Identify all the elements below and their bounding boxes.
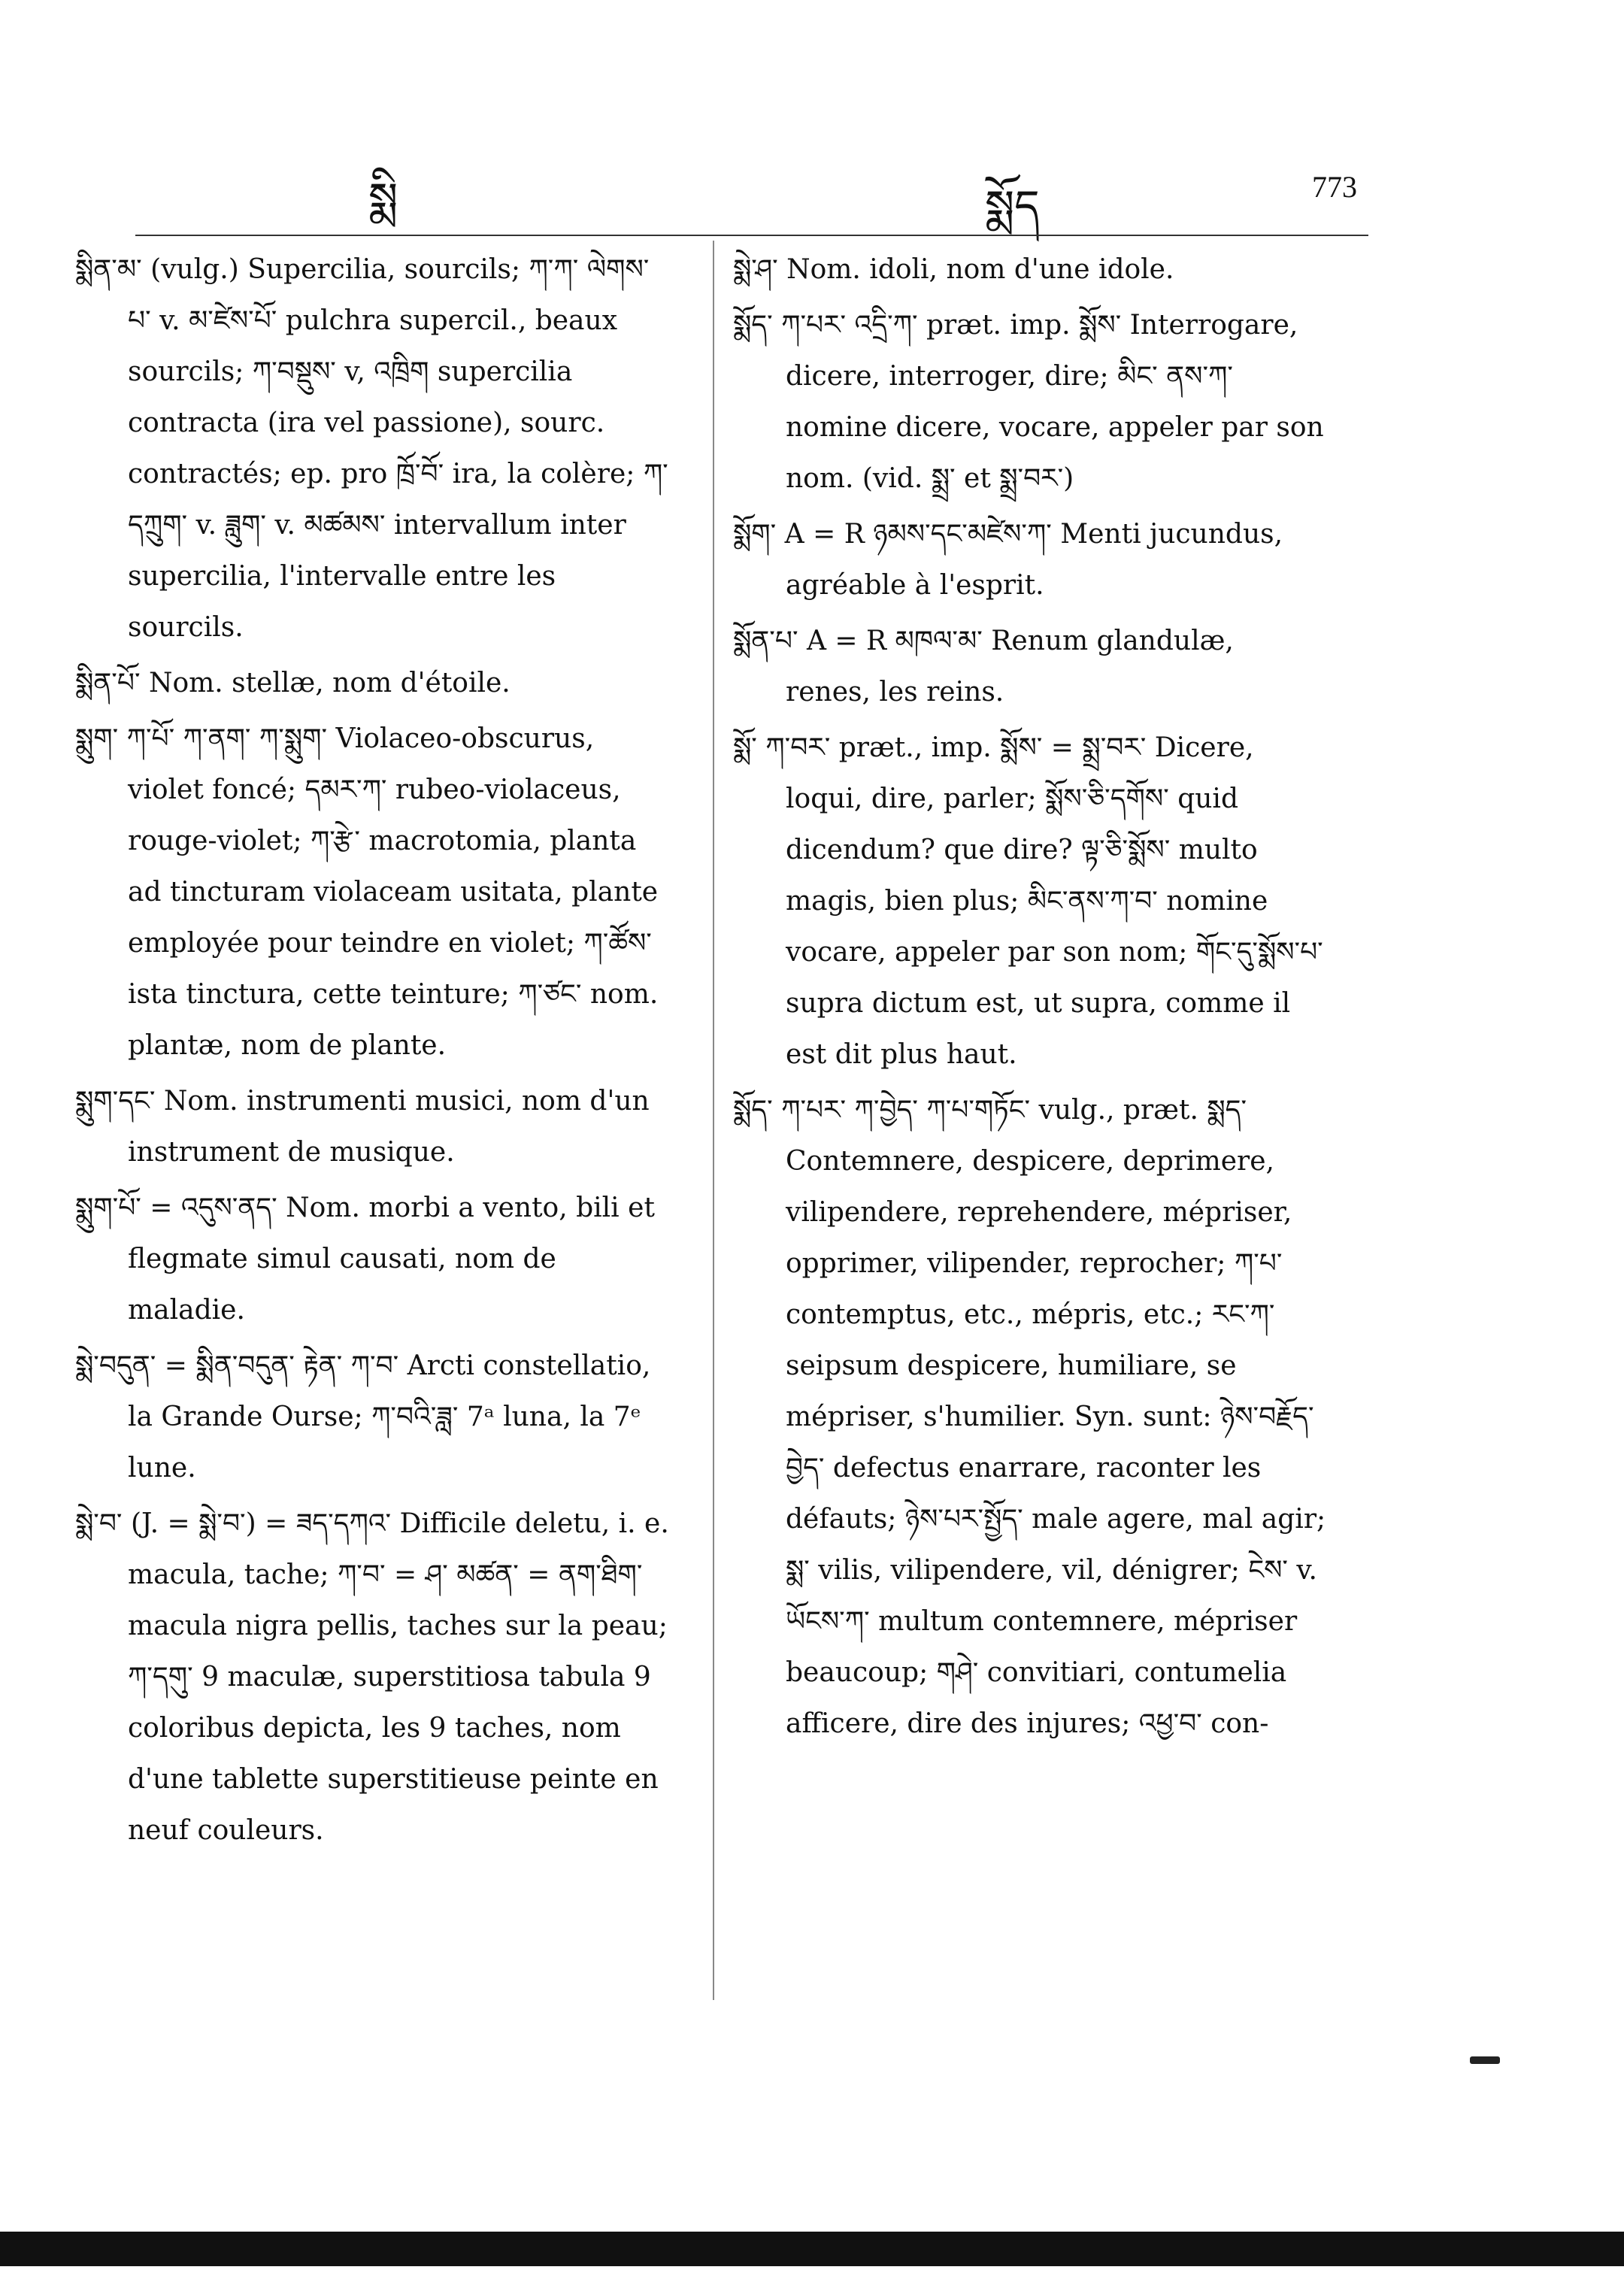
right-running-headword: སྨོད (985, 180, 1040, 232)
dictionary-entry: སྨུག་པོ་ = འདུས་ནད་ Nom. morbi a vento, bili et flegmate simul causati, nom de maladie. (75, 1193, 655, 1326)
dictionary-entry: སྨུག་ ཀ་པོ་ ཀ་ནག་ ཀ་སྨུག་ Violaceo-obscurus, violet foncé; དམར་ཀ་ rubeo-violaceus, rouge-violet; ཀ་རྩེ་ macrotomia, planta ad tincturam violaceam usitata, plante employée pour teindre en violet; ཀ་ཚོས་ ista tinctura, cette teinture; ཀ་ཙང་ nom. plantæ, nom de plante. (75, 723, 659, 1061)
scan-bottom-bar (0, 2232, 1624, 2266)
dictionary-entry: སྨིན་པོ་ Nom. stellæ, nom d'étoile. (75, 668, 511, 699)
dictionary-entry: སྨོག་ A = R ཉམས་དང་མཛེས་ཀ་ Menti jucundus, agréable à l'esprit. (733, 519, 1283, 601)
scan-mark (1470, 2056, 1500, 2064)
dictionary-entry: སྨིན་མ་ (vulg.) Supercilia, sourcils; ཀ་ཀ་ ལེགས་པ་ v. མ་ཛེས་པོ་ pulchra supercil., beaux sourcils; ཀ་བསྡུས་ v, འཁྲིག supercilia contracta (ira vel passione), sourc. contractés; ep. pro ཁྲོ་བོ་ ira, la colère; ཀ་དཀྲུག་ v. ཟླུག་ v. མཚམས་ intervallum inter supercilia, l'intervalle entre les sourcils. (75, 254, 668, 643)
left-running-headword: སྨི (368, 173, 398, 224)
dictionary-entry: སྨོ་ ཀ་བར་ præt., imp. སྨོས་ = སྨྲ་བར་ Dicere, loqui, dire, parler; སྨོས་ཅི་དགོས་ quid dicendum? que dire? ལྟ་ཅི་སྨོས་ multo magis, bien plus; མིང་ནས་ཀ་བ་ nomine vocare, appeler par son nom; གོང་དུ་སྨོས་པ་ supra dictum est, ut supra, comme il est dit plus haut. (733, 732, 1323, 1070)
header-rule (135, 235, 1368, 236)
dictionary-entry: སྨོན་པ་ A = R མཁལ་མ་ Renum glandulæ, renes, les reins. (733, 626, 1234, 708)
dictionary-entry: སྨེ་བ་ (J. = སྨེ་བ་) = ཟད་དཀའ་ Difficile deletu, i. e. macula, tache; ཀ་བ་ = ཤ་ མཚན་ = ནག་ཐིག་ macula nigra pellis, taches sur la peau; ཀ་དགུ་ 9 maculæ, superstitiosa tabula 9 coloribus depicta, les 9 taches, nom d'une tablette superstitieuse peinte en neuf couleurs. (75, 1508, 669, 1846)
dictionary-entry: སྨེ་ཤ་ Nom. idoli, nom d'une idole. (733, 254, 1174, 285)
dictionary-entry: སྨེ་བདུན་ = སྨིན་བདུན་ རྟེན་ ཀ་བ་ Arcti constellatio, la Grande Ourse; ཀ་བའི་ཟླ་ 7ᵃ luna, la 7ᵉ lune. (75, 1350, 651, 1483)
dictionary-entry: སྨོད་ ཀ་པར་ འདྲི་ཀ་ præt. imp. སྨོས་ Interrogare, dicere, interroger, dire; མིང་ ནས་ཀ་ nomine dicere, vocare, appeler par son nom. (vid. སྨྲ་ et སྨྲ་བར་) (733, 310, 1324, 494)
column-divider (713, 241, 714, 2000)
page-number: 773 (1312, 170, 1357, 204)
dictionary-entry: སྨུག་དང་ Nom. instrumenti musici, nom d'un instrument de musique. (75, 1086, 650, 1168)
dictionary-entry: སྨོད་ ཀ་པར་ ཀ་བྱེད་ ཀ་པ་གཏོང་ vulg., præt. སྨད་ Contemnere, despicere, deprimere, vilipendere, reprehendere, mépriser, opprimer, vilipender, reprocher; ཀ་པ་ contemptus, etc., mépris, etc.; རང་ཀ་ seipsum despicere, humiliare, se mépriser, s'humilier. Syn. sunt: ཉེས་བརྗོད་བྱེད་ defectus enarrare, raconter les défauts; ཉེས་པར་སྤྱོད་ male agere, mal agir; སྨ་ vilis, vilipendere, vil, dénigrer; ངེས་ v. ཡོངས་ཀ་ multum contemnere, mépriser beaucoup; གཤེ་ convitiari, contumelia afficere, dire des injures; འཕྱ་བ་ con- (733, 1095, 1326, 1739)
right-column (733, 244, 1327, 1754)
left-column (75, 244, 669, 1861)
